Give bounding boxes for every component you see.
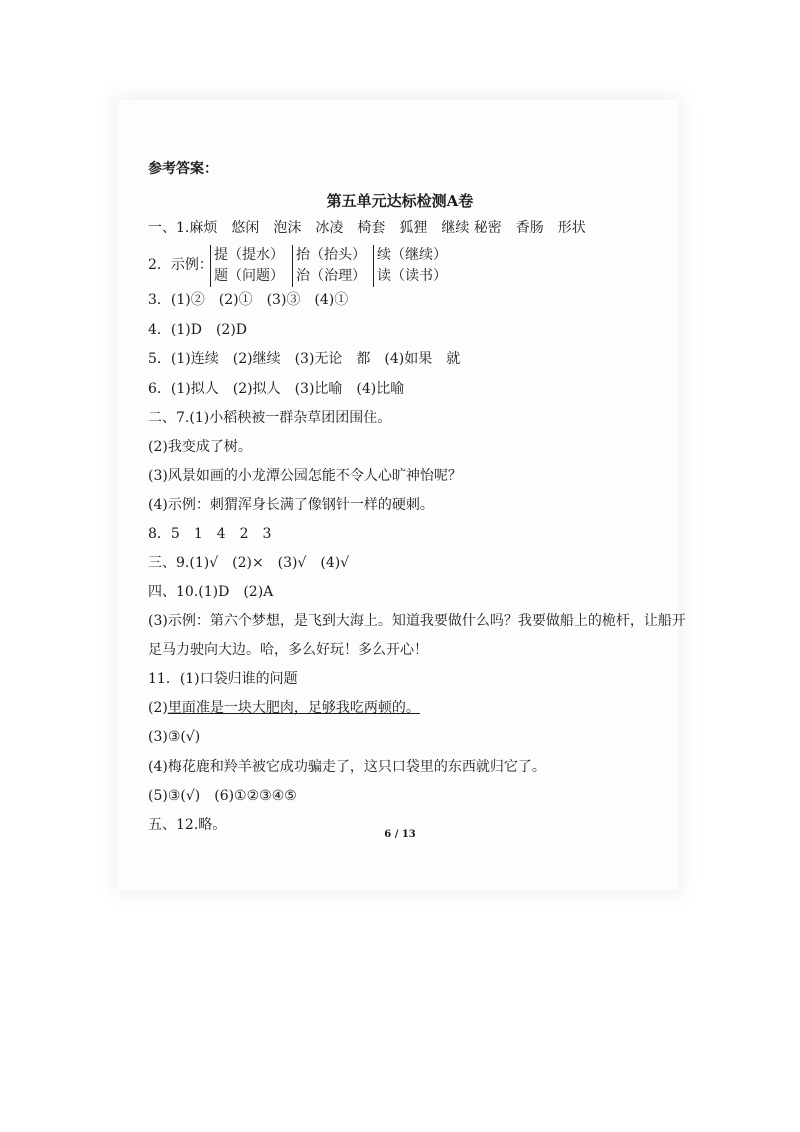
q2-group-1 [210, 245, 284, 287]
q2-group-2 [292, 245, 366, 287]
q6-answer: 6．(1)拟人 (2)拟人 (3)比喻 (4)比喻 [148, 381, 405, 397]
q5-answer: 5．(1)连续 (2)继续 (3)无论 都 (4)如果 就 [148, 351, 461, 367]
q2-group-1-bottom: 题（问题） [214, 268, 284, 284]
q1-words: 一、1.麻烦 悠闲 泡沫 冰凌 椅套 狐狸 继续 秘密 香肠 形状 [148, 220, 586, 236]
q2-group-3-top: 续（继续） [377, 247, 447, 263]
q11-part2-prefix: (2) [148, 700, 168, 716]
q11-part2-text: 里面准是一块大肥肉，足够我吃两顿的。 [167, 700, 420, 716]
q2-group-3 [373, 245, 447, 287]
q2-prefix: 2．示例： [148, 257, 213, 273]
page-number: 6 / 13 [384, 829, 416, 840]
q3-answer: 3．(1)② (2)① (3)③ (4)① [148, 292, 349, 308]
page-title: 第五单元达标检测A卷 [326, 192, 474, 210]
q7-part3: (3)风景如画的小龙潭公园怎能不令人心旷神怡呢？ [148, 468, 462, 484]
q11-part2 [148, 699, 420, 717]
q2-group-1-top: 提（提水） [214, 247, 284, 263]
q9-answer: 三、9.(1)√ (2)× (3)√ (4)√ [148, 555, 350, 571]
q2-group-3-bottom: 读（读书） [377, 268, 447, 284]
q12-answer: 五、12.略。 [148, 817, 227, 833]
q11-part4: (4)梅花鹿和羚羊被它成功骗走了，这只口袋里的东西就归它了。 [148, 759, 546, 775]
q11-part3: (3)③(√) [148, 729, 201, 745]
answer-header: 参考答案： [148, 161, 218, 177]
q10-part3-line2: 足马力驶向大边。哈，多么好玩！多么开心！ [148, 642, 428, 658]
q10-part1: 四、10.(1)D (2)A [148, 584, 274, 600]
q7-part1: 二、7.(1)小稻秧被一群杂草团团围住。 [148, 410, 392, 426]
q2-group-2-bottom: 治（治理） [296, 268, 366, 284]
q7-part4: (4)示例：刺猬浑身长满了像钢针一样的硬刺。 [148, 497, 434, 513]
q7-part2: (2)我变成了树。 [148, 439, 252, 455]
q11-part1: 11．(1)口袋归谁的问题 [148, 671, 298, 687]
q10-part3-line1: (3)示例：第六个梦想，是飞到大海上。知道我要做什么吗？我要做船上的桅杆，让船开 [148, 613, 686, 629]
q8-answer: 8．5 1 4 2 3 [148, 526, 272, 542]
q4-answer: 4．(1)D (2)D [148, 322, 248, 338]
q2-group-2-top: 抬（抬头） [296, 247, 366, 263]
q11-part5: (5)③(√) (6)①②③④⑤ [148, 788, 297, 804]
